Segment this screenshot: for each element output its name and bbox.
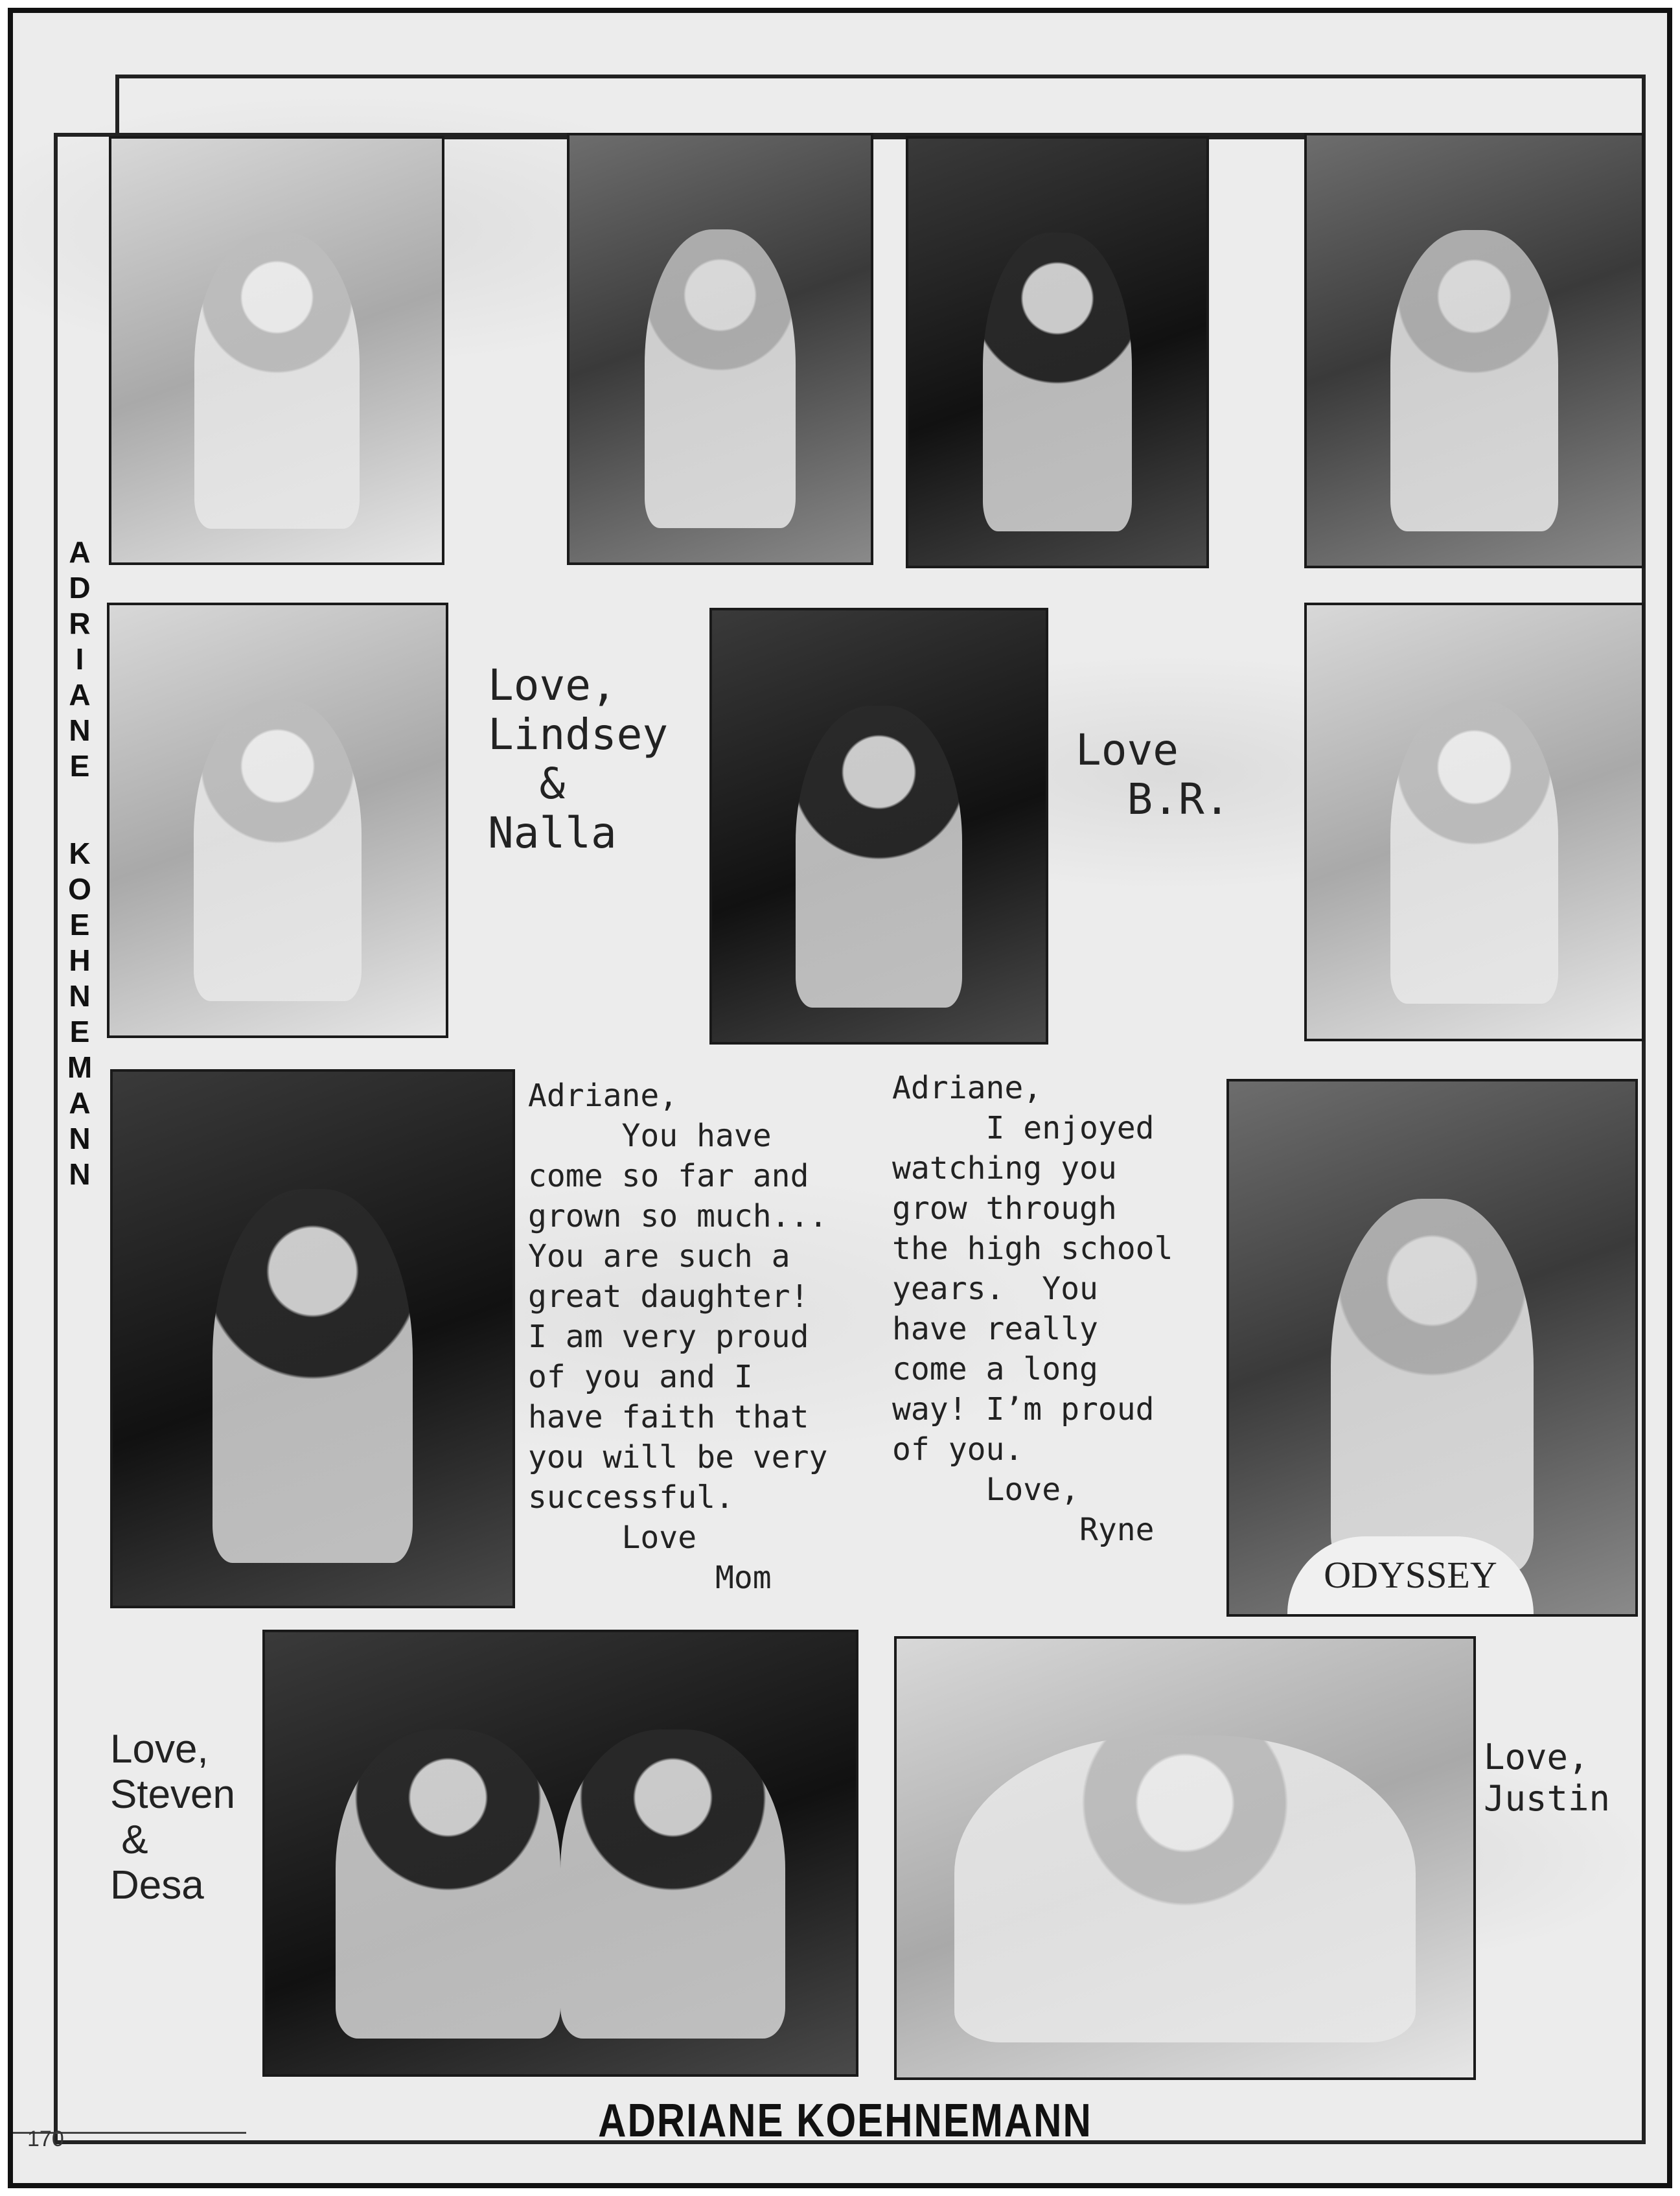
message-lindsey: Love, Lindsey & Nalla bbox=[488, 660, 669, 858]
photo-softball-batter bbox=[1304, 133, 1644, 568]
photo-child-portrait bbox=[906, 136, 1209, 568]
photo-family-odyssey bbox=[1226, 1079, 1638, 1617]
photo-toddler-mug bbox=[109, 136, 444, 565]
message-steven: Love, Steven & Desa bbox=[110, 1727, 236, 1908]
top-frame-bar bbox=[115, 75, 1646, 139]
photo-toddler-floaties bbox=[567, 133, 873, 565]
footer-title: ADRIANE KOEHNEMANN bbox=[598, 2094, 1092, 2147]
vertical-name: A D R I A N E K O E H N E M A N N bbox=[67, 535, 93, 1191]
photo-communion-veil bbox=[1304, 603, 1644, 1041]
photo-girl-hat bbox=[107, 603, 448, 1038]
photo-mother-daughter bbox=[262, 1630, 858, 2077]
message-mom: Adriane, You have come so far and grown so much... You are such a great daughter! I am very proud of you and I have faith that you will be very successful. Love Mom bbox=[528, 1078, 828, 1596]
photo-braided-hair bbox=[110, 1069, 515, 1608]
photo-teen-camera bbox=[709, 608, 1048, 1045]
odyssey-sign: ODYSSEY bbox=[1287, 1536, 1534, 1614]
message-justin: Love, Justin bbox=[1484, 1737, 1611, 1819]
photo-formal-family bbox=[894, 1636, 1476, 2080]
message-br: Love B.R. bbox=[1076, 725, 1230, 824]
message-ryne: Adriane, I enjoyed watching you grow through the high school years. You have really come a long way! I’m proud of you. Love, Ryne bbox=[892, 1070, 1173, 1548]
page-number: 170 bbox=[27, 2127, 64, 2151]
yearbook-page bbox=[8, 8, 1672, 2188]
